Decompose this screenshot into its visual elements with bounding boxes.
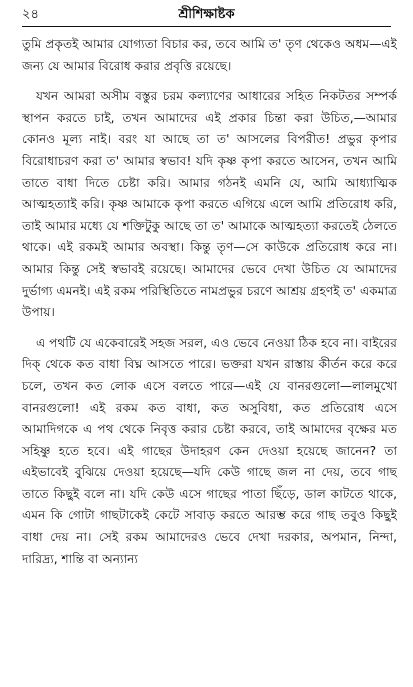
page-number: ২৪	[22, 7, 39, 22]
paragraph-3: এ পথটি যে একেবারেই সহজ সরল, এও ভেবে নেওয়া ঠিক হবে না। বাইরের দিক্‌ থেকে কত বাধা বিঘ্ন আসতে পারে। ভক্তরা যখন রাস্তায় কীর্তন করে করে চলে, তখন কত লোক এসে বলতে পারে—এই যে বানরগুলো—লালমুখো বানরগুলো! এই রকম কত বাধা, কত অসুবিধা, কত প্রতিরোধ এসে আমাদিগকে এ পথ থেকে নিবৃত্ত করার চেষ্টা করবে, তাই আমাদের বৃক্ষের মত সহিষ্ণু হতে হবে। এই গাছের উদাহরণ কেন দেওয়া হয়েছে জানেন? তা এইভাবেই বুঝিয়ে দেওয়া হয়েছে—যদি কেউ গাছে জল না দেয়, তবে গাছ তাতে কিছুই বলে না। যদি কেউ এসে গাছের পাতা ছিঁড়ে, ডাল কাটতে থাকে, এমন কি গোটা গাছটাকেই কেটে সাবাড় করতে আরম্ভ করে গাছ তবুও কিছুই বাধা দেয় না। সেই রকম আমাদেরও ভেবে দেখা দরকার, অপমান, নিন্দা, দারিদ্র্য, শান্তি বা অন্যান্য	[22, 335, 397, 566]
page-header	[22, 4, 391, 27]
paragraph-2: যখন আমরা অসীম বস্তুর চরম কল্যাণের আধারের সহিত নিকটতর সম্পর্ক স্থাপন করতে চাই, তখন আমাদের এই প্রকার চিন্তা করা উচিত,—আমার কোনও মূল্য নাই। বরং যা আছে তা ত' আসলের বিপরীত! প্রভুর কৃপার বিরোধাচরণ করা ত' আমার স্বভাব! যদি কৃষ্ণ কৃপা করতে আসেন, তখন আমি তাতে বাধা দিতে চেষ্টা করি। আমার গঠনই এমনি যে, আমি আধ্যাত্মিক আত্মহত্যাই করি। কৃষ্ণ আমাকে কৃপা করতে এগিয়ে এলে আমি প্রতিরোধ করি, তাই আমার মধ্যে যে শক্তিটুকু আছে তা ত' আমাকে আত্মহত্যা করতেই ঠেলতে থাকে। এই রকমই আমার অবস্থা। কিন্তু তৃণ—সে কাউকে প্রতিরোধ করে না। আমার কিন্তু সেই স্বভাবই রয়েছে। আমাদের ভেবে দেখা উচিত যে আমাদের দুর্ভাগ্য এমনই। এই রকম পরিস্থিতিতে নামপ্রভুর চরণে আশ্রয় গ্রহণই ত' একমাত্র উপায়।	[22, 89, 397, 320]
running-title: শ্রীশিক্ষাষ্টক	[178, 7, 235, 22]
body-text	[22, 34, 397, 570]
paragraph-1: তুমি প্রকৃতই আমার যোগ্যতা বিচার কর, তবে আমি ত' তৃণ থেকেও অধম—এই জন্য যে আমার বিরোধ করার প্রবৃত্তি রয়েছে।	[22, 37, 397, 73]
